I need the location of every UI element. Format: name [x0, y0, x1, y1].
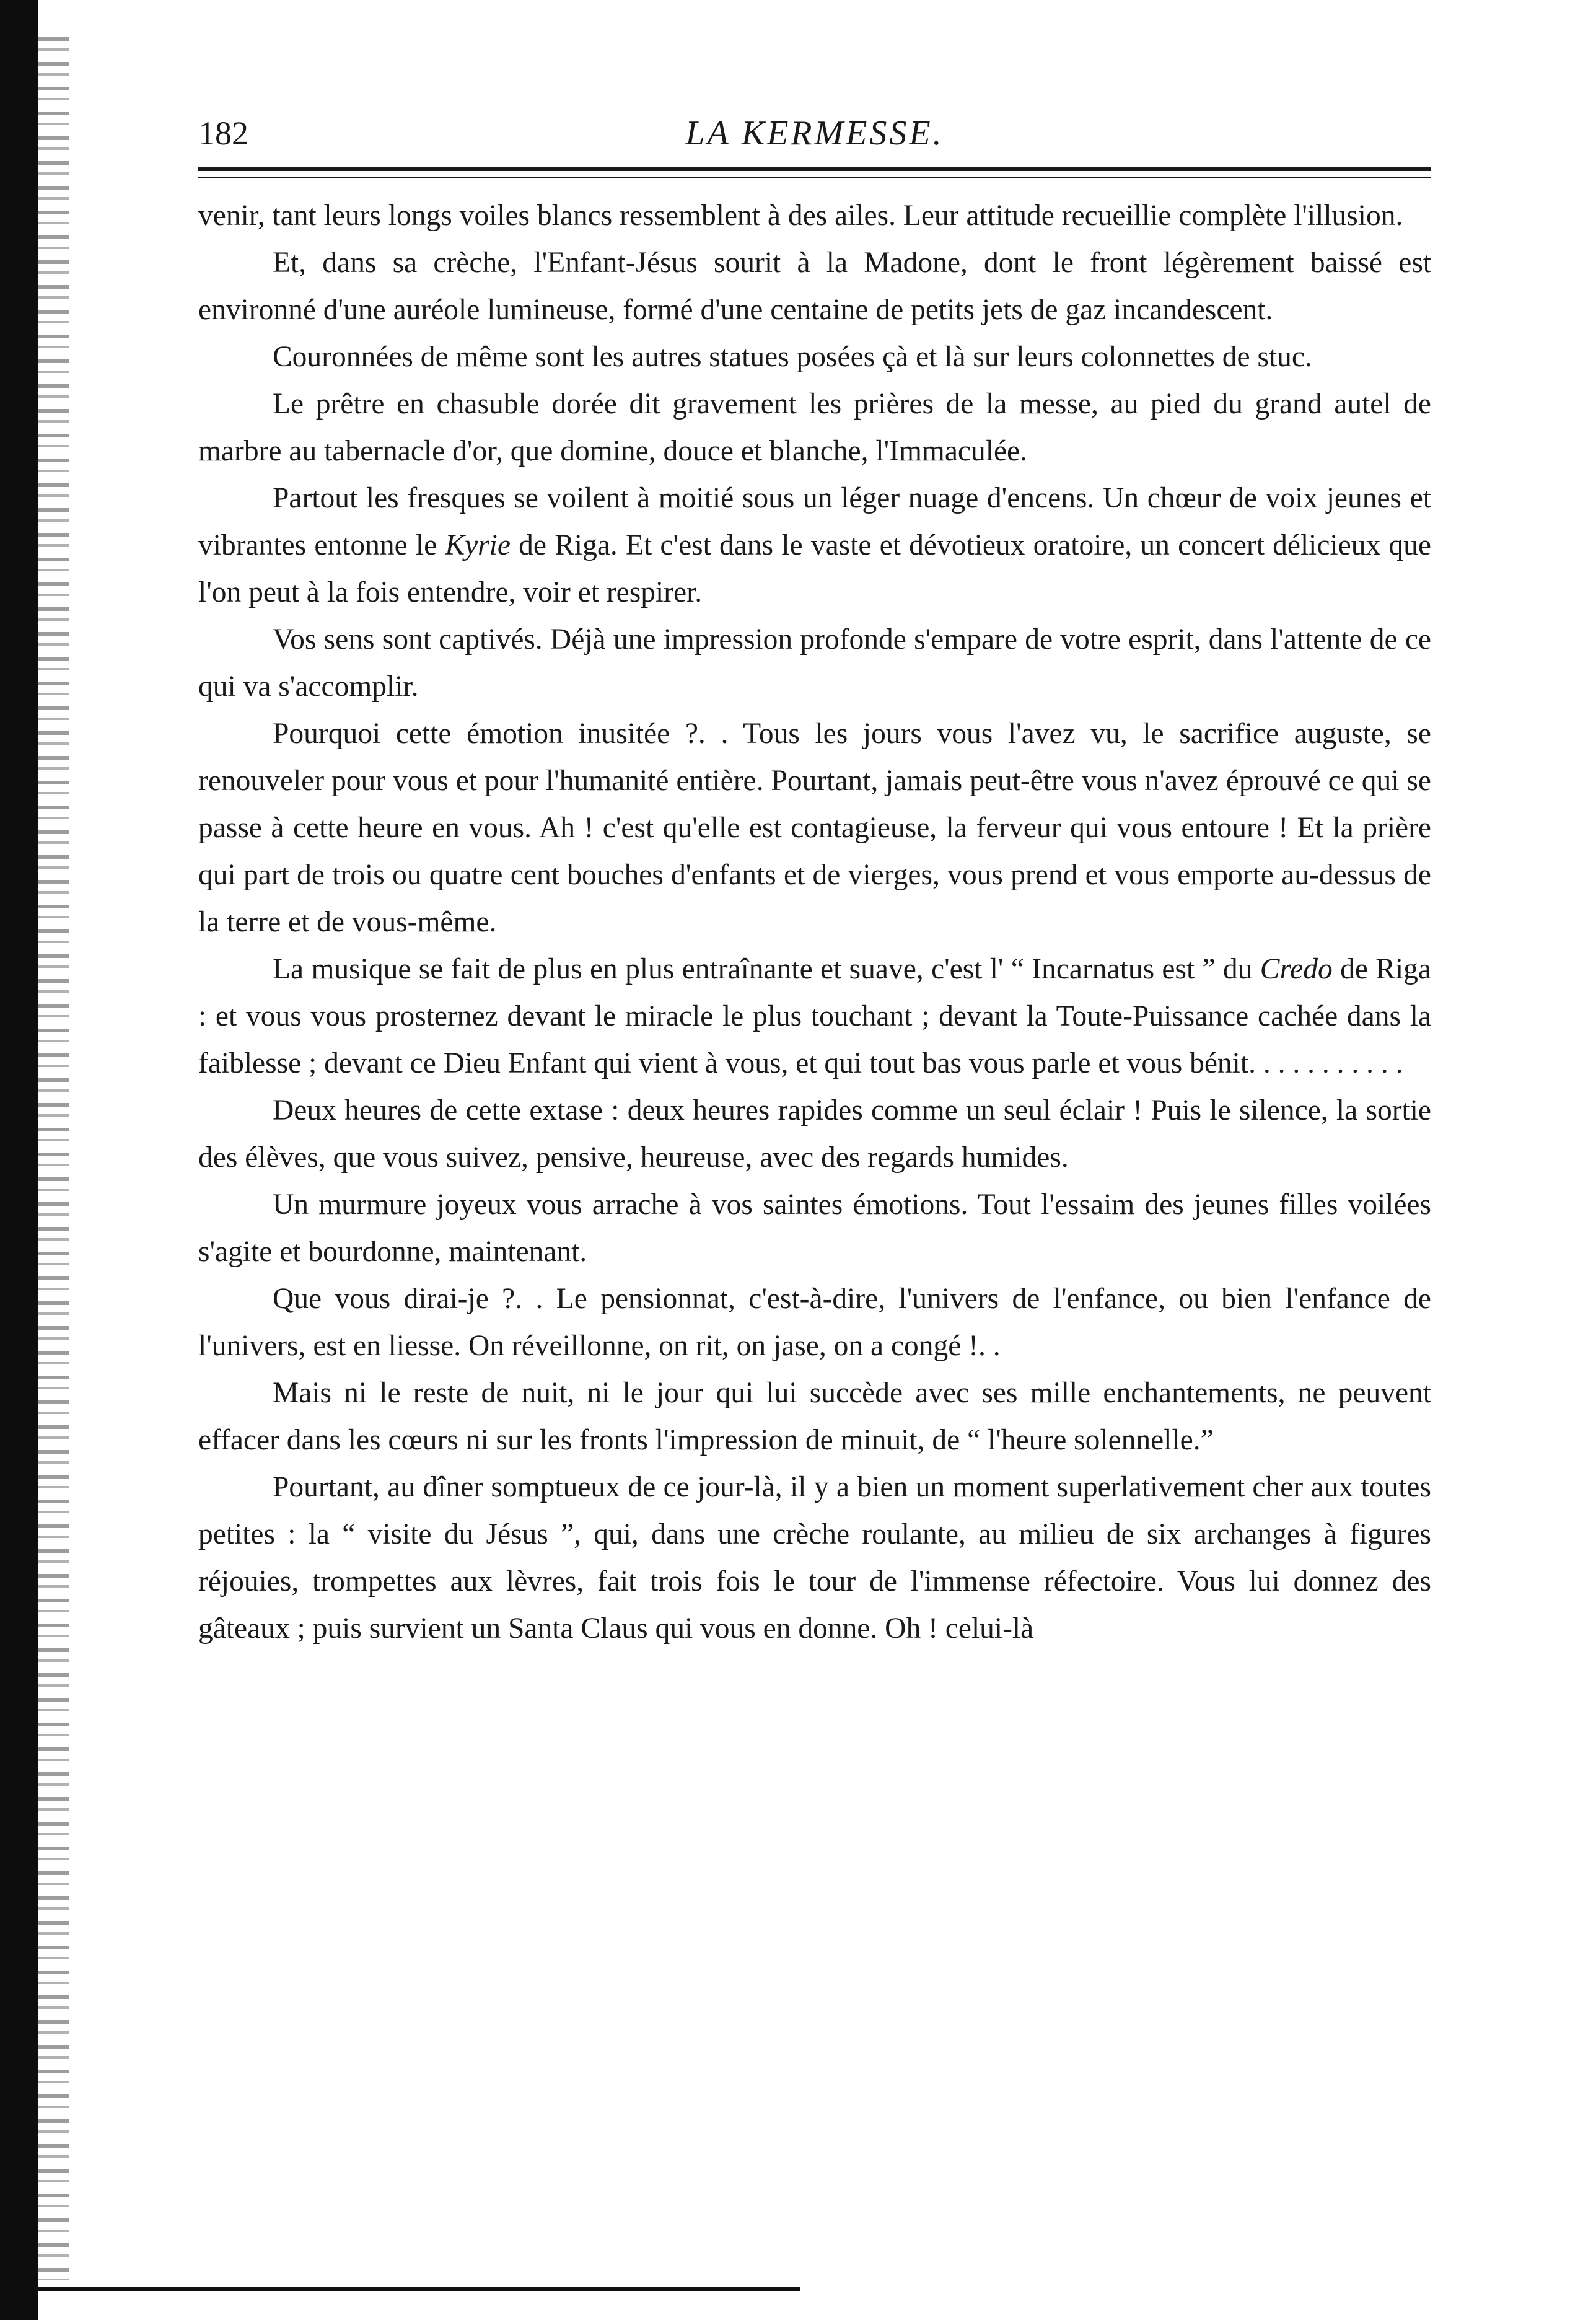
paragraph: Mais ni le reste de nuit, ni le jour qui lui succède avec ses mille enchantements, ne peuvent effacer dans les cœurs ni sur les fronts l'impression de minuit, de “ l'heure solennelle.” [198, 1377, 1431, 1456]
page-header [198, 105, 1431, 161]
paragraph [198, 946, 1431, 1087]
paragraph: Et, dans sa crèche, l'Enfant-Jésus sourit à la Madone, dont le front légèrement baissé est environné d'une auréole lumineuse, formé d'une centaine de petits jets de gaz incandescent. [198, 247, 1431, 326]
header-rule-thick [198, 167, 1431, 171]
paragraph-text: de Riga. Et c'est dans le vaste et dévotieux oratoire, un concert délicieux que l'on peut à la fois entendre, voir et respirer. [198, 529, 1432, 609]
body-text [198, 192, 1431, 1652]
paragraph: Couronnées de même sont les autres statues posées çà et là sur leurs colonnettes de stuc. [273, 341, 1312, 373]
page-number: 182 [198, 115, 248, 152]
paragraph: venir, tant leurs longs voiles blancs ressemblent à des ailes. Leur attitude recueillie complète l'illusion. [198, 200, 1403, 232]
book-binding-edge [0, 0, 38, 2320]
paragraph: Vos sens sont captivés. Déjà une impression profonde s'empare de votre esprit, dans l'attente de ce qui va s'accomplir. [198, 623, 1431, 703]
paragraph-text: de Riga : et vous vous prosternez devant le miracle le plus touchant ; devant la Toute-Puissance cachée dans la faiblesse ; devant ce Dieu Enfant qui vient à vous, et qui tout bas vous parle et vous bénit. . . . . . . . . . . [198, 953, 1432, 1079]
paragraph: Pourtant, au dîner somptueux de ce jour-là, il y a bien un moment superlativement cher aux toutes petites : la “ visite du Jésus ”, qui, dans une crèche roulante, au milieu de six archanges à figures réjouies, trompettes aux lèvres, fait trois fois le tour de l'immense réfectoire. Vous lui donnez des gâteaux ; puis survient un Santa Claus qui vous en donne. Oh ! celui-là [198, 1471, 1431, 1645]
paragraph: Le prêtre en chasuble dorée dit gravement les prières de la messe, au pied du grand autel de marbre au tabernacle d'or, que domine, douce et blanche, l'Immaculée. [198, 388, 1431, 467]
paragraph-text: Partout les fresques se voilent à moitié sous un léger nuage d'encens. Un chœur de voix jeunes et vibrantes entonne le [198, 482, 1431, 561]
paragraph [198, 475, 1431, 616]
paragraph: Pourquoi cette émotion inusitée ?. . Tous les jours vous l'avez vu, le sacrifice auguste, se renouveler pour vous et pour l'humanité entière. Pourtant, jamais peut-être vous n'avez éprouvé ce qui se passe à cette heure en vous. Ah ! c'est qu'elle est contagieuse, la ferveur qui vous entoure ! Et la prière qui part de trois ou quatre cent bouches d'enfants et de vierges, vous prend et vous emporte au-dessus de la terre et de vous-même. [198, 718, 1431, 938]
italic-title-kyrie: Kyrie [445, 529, 511, 561]
paragraph-text: La musique se fait de plus en plus entraînante et suave, c'est l' “ Incarnatus est ” du [273, 953, 1260, 985]
paragraph: Que vous dirai-je ?. . Le pensionnat, c'est-à-dire, l'univers de l'enfance, ou bien l'enfance de l'univers, est en liesse. On réveillonne, on rit, on jase, on a congé !. . [198, 1283, 1431, 1362]
italic-title-credo: Credo [1260, 953, 1333, 985]
running-title: LA KERMESSE. [685, 114, 944, 152]
paragraph: Deux heures de cette extase : deux heures rapides comme un seul éclair ! Puis le silence, la sortie des élèves, que vous suivez, pensive, heureuse, avec des regards humides. [198, 1094, 1431, 1174]
paragraph: Un murmure joyeux vous arrache à vos saintes émotions. Tout l'essaim des jeunes filles voilées s'agite et bourdonne, maintenant. [198, 1189, 1431, 1268]
header-rule-thin [198, 177, 1431, 178]
scan-margin-noise [38, 37, 69, 2280]
scan-bottom-edge [38, 2287, 800, 2291]
